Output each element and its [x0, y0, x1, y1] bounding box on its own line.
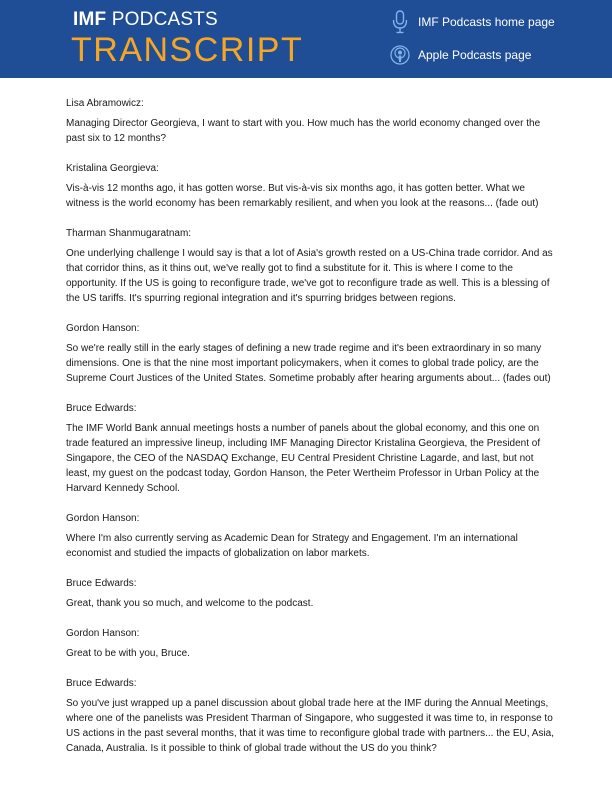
- apple-podcasts-label: Apple Podcasts page: [418, 48, 532, 62]
- speech-text: Great, thank you so much, and welcome to the podcast.: [66, 598, 314, 609]
- speaker-name: Bruce Edwards:: [66, 403, 137, 414]
- apple-podcasts-link[interactable]: [390, 42, 531, 68]
- speaker-name: Kristalina Georgieva:: [66, 163, 159, 174]
- speech-text: The IMF World Bank annual meetings hosts a number of panels about the global economy, and this one on trade featured an impressive lineup, including IMF Managing Director Kristalina Georgieva, the President of Singapore, the CEO of the NASDAQ Exchange, EU Central President Christine Lagarde, and last, but not least, my guest on the podcast today, Gordon Hanson, the Peter Wertheim Professor in Urban Policy at the Harvard Kennedy School.: [66, 423, 541, 494]
- speech-text: So we're really still in the early stages of defining a new trade regime and it's been extraordinary in so many dimensions. One is that the nine most important policymakers, when it comes to global trade policy, are the Supreme Court Justices of the United States. Sometime probably after hearing arguments about... (fades out): [66, 343, 551, 384]
- speech-text: Managing Director Georgieva, I want to start with you. How much has the world economy changed over the past six to 12 months?: [66, 118, 541, 144]
- imf-podcasts-home-link[interactable]: [390, 9, 555, 35]
- brand-title: TRANSCRIPT: [71, 31, 304, 69]
- speaker-name: Tharman Shanmugaratnam:: [66, 228, 192, 239]
- speech-text: Vis-à-vis 12 months ago, it has gotten worse. But vis-à-vis six months ago, it has gotten better. What we witness is the world economy has been remarkably resilient, and when you look at the reasons... (fade out): [66, 183, 539, 209]
- transcript-body: [66, 96, 556, 771]
- speaker-name: Bruce Edwards:: [66, 578, 137, 589]
- speech-text: Great to be with you, Bruce.: [66, 648, 190, 659]
- brand-imf: IMF: [73, 9, 107, 30]
- brand-podcasts: PODCASTS: [111, 9, 218, 30]
- speech-text: Where I'm also currently serving as Academic Dean for Strategy and Engagement. I'm an international economist and studied the impacts of globalization on labor markets.: [66, 533, 518, 559]
- speaker-name: Lisa Abramowicz:: [66, 98, 144, 109]
- page-header: [0, 0, 612, 78]
- speaker-name: Gordon Hanson:: [66, 323, 140, 334]
- microphone-icon: [390, 9, 410, 35]
- speech-text: So you've just wrapped up a panel discussion about global trade here at the IMF during the Annual Meetings, where one of the panelists was President Tharman of Singapore, who suggested it was time to, in response to US actions in the past several months, that it was time to reconfigure global trade with partners... the EU, Asia, Canada, Australia. Is it possible to think of global trade without the US do you think?: [66, 698, 555, 754]
- speech-text: One underlying challenge I would say is that a lot of Asia's growth rested on a US-China trade corridor. And as that corridor thins, as it thins out, we've really got to find a substitute for it. This is where I come to the opportunity. If the US is going to reconfigure trade, we've got to reconfigure trade as well. This is a blessing of the US tariffs. It's spurring regional integration and it's spurring bridges between regions.: [66, 248, 553, 304]
- speaker-name: Gordon Hanson:: [66, 513, 140, 524]
- imf-podcasts-home-label: IMF Podcasts home page: [418, 15, 555, 29]
- apple-podcasts-icon: [390, 42, 410, 68]
- brand-subtitle: [73, 9, 218, 31]
- speaker-name: Bruce Edwards:: [66, 678, 137, 689]
- speaker-name: Gordon Hanson:: [66, 628, 140, 639]
